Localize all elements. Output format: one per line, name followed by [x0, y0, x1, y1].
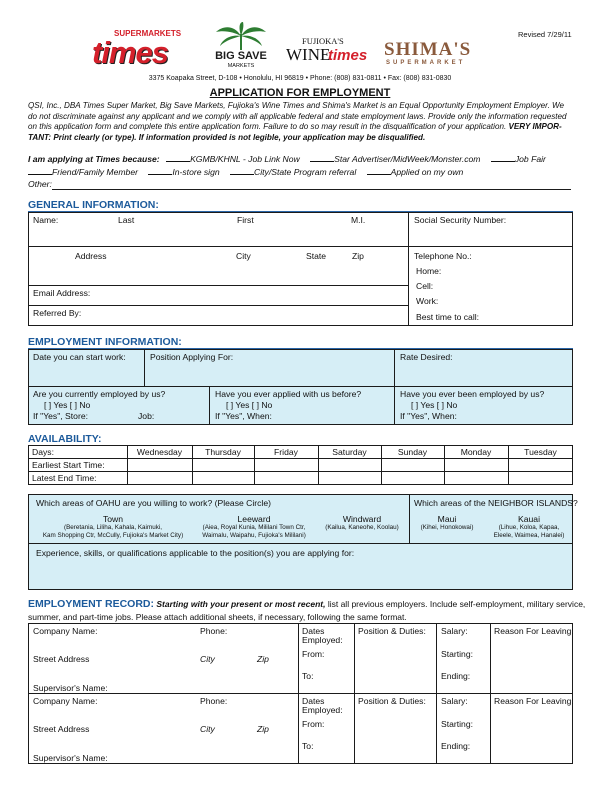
day-saturday: Saturday [332, 447, 367, 457]
big-save-logo: BIG SAVE MARKETS [206, 22, 276, 74]
store-field[interactable]: If "Yes", Store: [33, 411, 88, 421]
referred-by-field[interactable]: Referred By: [33, 308, 82, 318]
availability-heading: AVAILABILITY: [28, 433, 102, 445]
employment-heading: EMPLOYMENT INFORMATION: [28, 336, 182, 348]
position-duties-field[interactable]: Position & Duties: [358, 626, 426, 636]
area-kauai[interactable]: Kauai (Lihue, Koloa, Kapaa, Eleele, Waimea, Hanalei) [493, 514, 565, 539]
shimas-logo: SHIMA'S SUPERMARKET [384, 39, 472, 66]
employment-record-1 [28, 623, 573, 694]
areas-box [28, 494, 573, 590]
from-date-field[interactable]: From: [302, 719, 325, 729]
company-city-field[interactable]: City [200, 724, 215, 734]
ending-salary-field[interactable]: Ending: [441, 671, 471, 681]
best-time-field[interactable]: Best time to call: [416, 312, 480, 322]
employed-label: Employed: [302, 635, 343, 645]
intro-paragraph: QSI, Inc., DBA Times Super Market, Big Save Markets, Fujioka's Wine Times and Shima's Market is an Equal Opportunity Employment Employer. We do not discriminate against any applicant and we comply with all applicable federal and state employment laws. Provide only the information requested on this application form and complete this entire application form. Failure to do so may result in the disqualification of your application. VERY IMPOR- TANT: Print clearly (or type). If information provided is not legible, your application may be disqualified. [28, 101, 567, 142]
days-label: Days: [32, 447, 54, 457]
times-logo: SUPERMARKETS times [92, 29, 182, 70]
job-field[interactable]: Job: [138, 411, 155, 421]
company-address: 3375 Koapaka Street, D-108 • Honolulu, HI 96819 • Phone: (808) 831-0811 • Fax: (808) 831-0830 [148, 75, 452, 82]
general-info-box [28, 212, 573, 326]
company-zip-field[interactable]: Zip [257, 724, 269, 734]
earliest-start-row[interactable]: Earliest Start Time: [32, 460, 105, 470]
company-zip-field[interactable]: Zip [257, 654, 269, 664]
supervisor-name-field[interactable]: Supervisor's Name: [33, 683, 108, 693]
form-title: APPLICATION FOR EMPLOYMENT [209, 87, 391, 99]
currently-employed-question: Are you currently employed by us? [33, 389, 166, 399]
day-friday: Friday [274, 447, 298, 457]
dates-label: Dates [302, 626, 325, 636]
rate-desired-field[interactable]: Rate Desired: [400, 352, 453, 362]
day-wednesday: Wednesday [136, 447, 183, 457]
start-date-field[interactable]: Date you can start work: [33, 352, 126, 362]
fujioka-logo: FUJIOKA'S WINE times [286, 36, 368, 64]
to-date-field[interactable]: To: [302, 671, 314, 681]
employed-before-checkboxes[interactable]: [ ] Yes [ ] No [411, 400, 458, 410]
applied-when-field[interactable]: If "Yes", When: [215, 411, 272, 421]
zip-field[interactable]: Zip [352, 251, 364, 261]
applying-reason: I am applying at Times because: KGMB/KHNL - Job Link Now Star Advertiser/MidWeek/Monster.com Job Fair [28, 154, 546, 164]
cell-phone-field[interactable]: Cell: [416, 281, 434, 291]
latest-end-row[interactable]: Latest End Time: [32, 473, 97, 483]
employment-record-intro: EMPLOYMENT RECORD: Starting with your present or most recent, list all previous employers. Include self-employment, military service, [28, 598, 586, 610]
reason-leaving-field[interactable]: Reason For Leaving: [494, 626, 574, 636]
dates-label: Dates [302, 696, 325, 706]
starting-salary-field[interactable]: Starting: [441, 719, 474, 729]
employed-when-field[interactable]: If "Yes", When: [400, 411, 457, 421]
city-field[interactable]: City [236, 251, 251, 261]
supervisor-name-field[interactable]: Supervisor's Name: [33, 753, 108, 763]
employment-record-instruction: summer, and part-time jobs. Please attach additional sheets, if necessary, following the same format. [28, 612, 407, 622]
day-tuesday: Tuesday [524, 447, 557, 457]
address-field[interactable]: Address [75, 251, 107, 261]
company-phone-field[interactable]: Phone: [200, 696, 228, 706]
email-field[interactable]: Email Address: [33, 288, 91, 298]
applying-reason-row2: Friend/Family Member In-store sign City/State Program referral Applied on my own [28, 166, 463, 177]
telephone-label: Telephone No.: [414, 251, 472, 261]
applied-before-checkboxes[interactable]: [ ] Yes [ ] No [226, 400, 273, 410]
palm-leaf-icon [214, 22, 268, 50]
applied-before-question: Have you ever applied with us before? [215, 389, 362, 399]
first-name-field[interactable]: First [237, 215, 254, 225]
mi-field[interactable]: M.I. [351, 215, 366, 225]
day-monday: Monday [460, 447, 492, 457]
experience-field[interactable]: Experience, skills, or qualifications applicable to the position(s) you are applying for: [36, 548, 355, 558]
home-phone-field[interactable]: Home: [416, 266, 442, 276]
company-name-field[interactable]: Company Name: [33, 626, 98, 636]
day-thursday: Thursday [205, 447, 241, 457]
employment-record-2 [28, 693, 573, 764]
currently-employed-checkboxes[interactable]: [ ] Yes [ ] No [44, 400, 91, 410]
state-field[interactable]: State [306, 251, 327, 261]
day-sunday: Sunday [397, 447, 428, 457]
general-heading: GENERAL INFORMATION: [28, 199, 159, 211]
company-name-field[interactable]: Company Name: [33, 696, 98, 706]
revised-date: Revised 7/29/11 [518, 30, 572, 39]
from-date-field[interactable]: From: [302, 649, 325, 659]
employed-before-question: Have you ever been employed by us? [400, 389, 545, 399]
name-label: Name: [33, 215, 59, 225]
applying-other-label: Other: [28, 179, 52, 189]
employed-label: Employed: [302, 705, 343, 715]
position-duties-field[interactable]: Position & Duties: [358, 696, 426, 706]
ssn-field[interactable]: Social Security Number: [414, 215, 507, 225]
other-field[interactable] [52, 189, 571, 190]
salary-label: Salary: [441, 696, 468, 706]
area-windward[interactable]: Windward (Kailua, Kaneohe, Koolau) [325, 514, 399, 531]
ending-salary-field[interactable]: Ending: [441, 741, 471, 751]
company-phone-field[interactable]: Phone: [200, 626, 228, 636]
area-maui[interactable]: Maui (Kihei, Honokowai) [420, 514, 474, 531]
company-city-field[interactable]: City [200, 654, 215, 664]
neighbor-islands-question: Which areas of the NEIGHBOR ISLANDS? [414, 498, 578, 508]
street-address-field[interactable]: Street Address [33, 654, 90, 664]
reason-leaving-field[interactable]: Reason For Leaving: [494, 696, 574, 706]
starting-salary-field[interactable]: Starting: [441, 649, 474, 659]
position-field[interactable]: Position Applying For: [150, 352, 234, 362]
area-town[interactable]: Town (Beretania, Liliha, Kahala, Kaimuki, Kam Shopping Ctr, McCully, Fujioka's Market City) [42, 514, 184, 539]
last-name-field[interactable]: Last [118, 215, 135, 225]
work-phone-field[interactable]: Work: [416, 296, 439, 306]
salary-label: Salary: [441, 626, 468, 636]
area-leeward[interactable]: Leeward (Aiea, Royal Kunia, Mililani Town Ctr, Waimalu, Waipahu, Fujioka's Mililani) [202, 514, 306, 539]
oahu-question: Which areas of OAHU are you willing to work? (Please Circle) [36, 498, 271, 508]
to-date-field[interactable]: To: [302, 741, 314, 751]
street-address-field[interactable]: Street Address [33, 724, 90, 734]
